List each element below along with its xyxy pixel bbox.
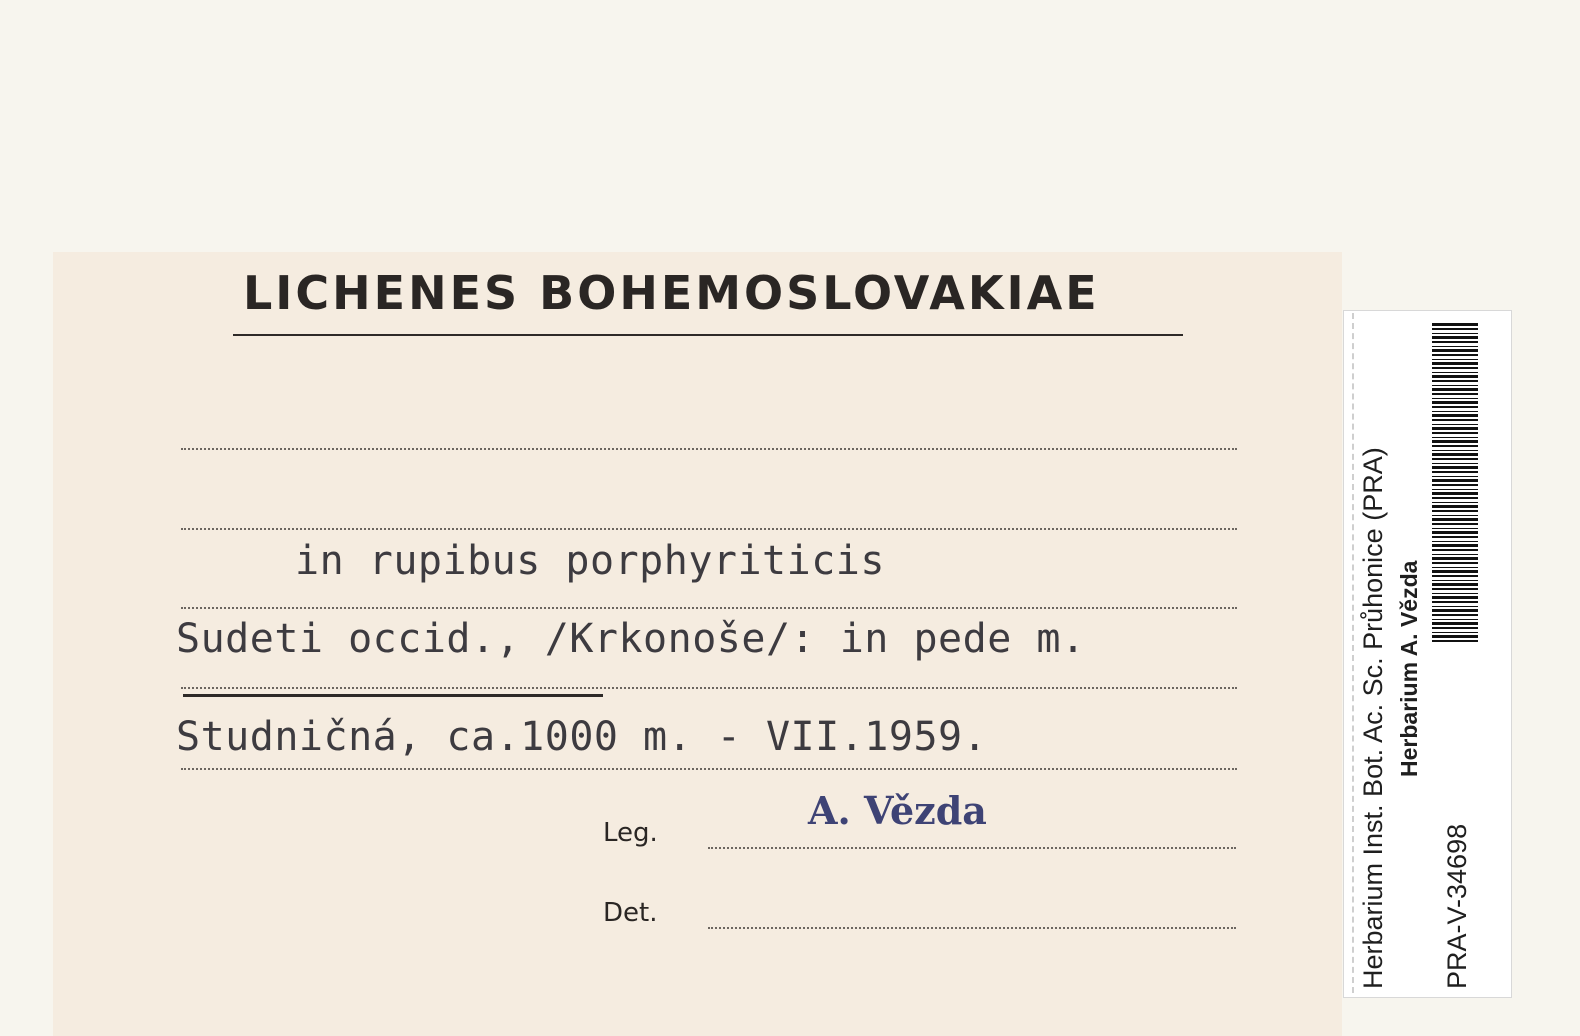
header-rule	[233, 334, 1183, 336]
label-header: LICHENES BOHEMOSLOVAKIAE	[243, 266, 1100, 320]
herbarium-barcode-label	[1343, 310, 1512, 998]
dotted-line-1	[181, 448, 1237, 450]
dotted-line-4	[181, 687, 1237, 689]
institution-text: Herbarium Inst. Bot. Ac. Sc. Průhonice (PRA)	[1358, 447, 1388, 989]
det-label: Det.	[603, 898, 658, 928]
det-dotted-line	[708, 927, 1236, 929]
side-label-rotated-content	[1344, 311, 1511, 997]
barcode	[1432, 322, 1478, 642]
dotted-line-3	[181, 607, 1237, 609]
locality-line-1: Sudeti occid., /Krkonoše/: in pede m.	[176, 616, 1086, 662]
leg-dotted-line	[708, 847, 1236, 849]
locality-line-2: Studničná, ca.1000 m. - VII.1959.	[176, 714, 988, 760]
collector-stamp: A. Vězda	[808, 788, 987, 833]
dotted-line-5	[181, 768, 1237, 770]
dotted-line-2	[181, 528, 1237, 530]
leg-label: Leg.	[603, 818, 658, 848]
catalog-number: PRA-V-34698	[1442, 823, 1472, 989]
locality-underline	[183, 694, 603, 697]
habitat-text: in rupibus porphyriticis	[295, 538, 885, 584]
specimen-label-card	[53, 252, 1342, 1036]
herbarium-name: Herbarium A. Vězda	[1396, 560, 1422, 777]
